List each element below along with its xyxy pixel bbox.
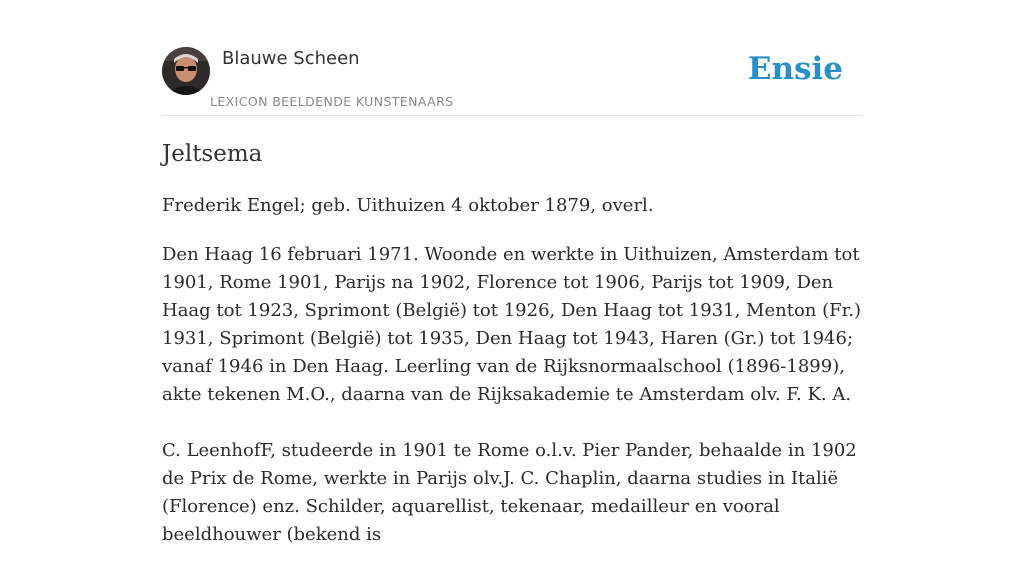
publication-subtitle[interactable]: LEXICON BEELDENDE KUNSTENAARS [210, 94, 454, 109]
article-body [162, 241, 867, 577]
site-header [162, 46, 862, 116]
article-lead: Frederik Engel; geb. Uithuizen 4 oktober 1879, overl. [162, 195, 654, 216]
site-logo[interactable]: Ensie [747, 51, 843, 87]
page-title: Jeltsema [162, 141, 263, 167]
author-avatar[interactable] [162, 47, 210, 95]
article-paragraph: Den Haag 16 februari 1971. Woonde en werkte in Uithuizen, Amsterdam tot 1901, Rome 1901, Parijs na 1902, Florence tot 1906, Parijs tot 1909, Den Haag tot 1923, Sprimont (België) tot 1926, Den Haag tot 1931, Menton (Fr.) 1931, Sprimont (België) tot 1935, Den Haag tot 1943, Haren (Gr.) tot 1946; vanaf 1946 in Den Haag. Leerling van de Rijksnormaalschool (1896-1899), akte tekenen M.O., daarna van de Rijksakademie te Amsterdam olv. F. K. A. [162, 244, 861, 405]
article-paragraph: C. LeenhofF, studeerde in 1901 te Rome o.l.v. Pier Pander, behaalde in 1902 de Prix de Rome, werkte in Parijs olv.J. C. Chaplin, daarna studies in Italië (Florence) enz. Schilder, aquarellist, tekenaar, medailleur en vooral beeldhouwer (bekend is [162, 440, 857, 545]
author-name[interactable]: Blauwe Scheen [222, 48, 360, 69]
